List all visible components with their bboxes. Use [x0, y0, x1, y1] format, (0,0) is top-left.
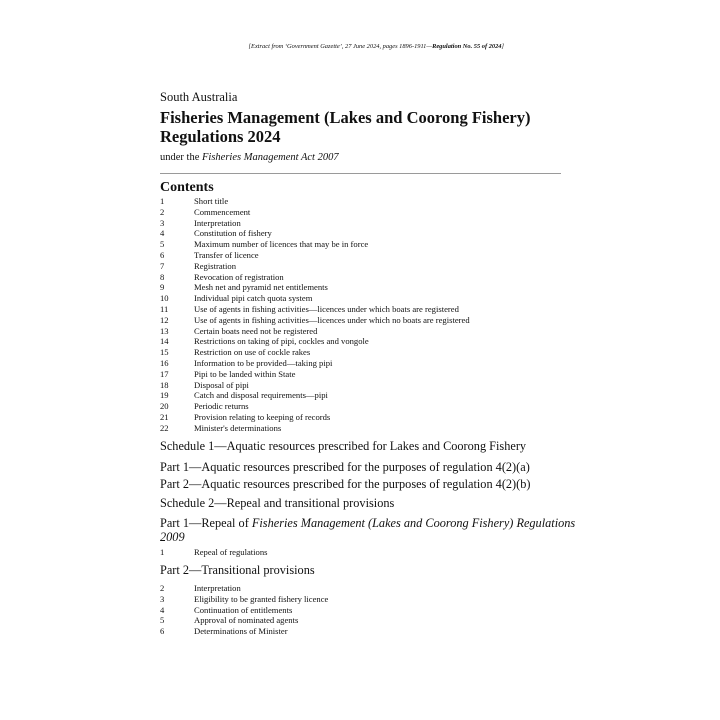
jurisdiction: South Australia: [160, 90, 238, 104]
contents-item-number: 1: [160, 196, 165, 206]
contents-item[interactable]: [160, 250, 470, 261]
contents-item-title: Constitution of fishery: [194, 228, 272, 239]
contents-item[interactable]: [160, 326, 470, 337]
contents-item[interactable]: [160, 196, 470, 207]
schedule-1-heading[interactable]: Schedule 1—Aquatic resources prescribed for Lakes and Coorong Fishery: [160, 439, 527, 453]
contents-item[interactable]: [160, 423, 470, 434]
contents-item-number: 2: [160, 206, 165, 217]
contents-item[interactable]: [160, 347, 470, 358]
contents-item[interactable]: [160, 239, 470, 250]
contents-item[interactable]: [160, 583, 328, 594]
contents-item-title: Use of agents in fishing activities—licences under which no boats are registered: [194, 314, 470, 325]
contents-item-title: Registration: [194, 260, 237, 271]
contents-item-number: 14: [160, 336, 169, 347]
contents-item-title: Maximum number of licences that may be in force: [194, 239, 369, 250]
contents-item[interactable]: [160, 272, 470, 283]
contents-item-title: Pipi to be landed within State: [194, 368, 296, 379]
schedule-2-part-1-list: [160, 547, 268, 558]
contents-item-number: 9: [160, 282, 165, 293]
contents-item[interactable]: [160, 282, 470, 293]
enabling-act-line: [160, 152, 339, 163]
contents-item-title: Approval of nominated agents: [194, 615, 299, 626]
contents-item[interactable]: [160, 218, 470, 229]
contents-item[interactable]: [160, 358, 470, 369]
under-prefix: under the: [160, 152, 202, 163]
contents-item[interactable]: [160, 336, 470, 347]
contents-item-number: 16: [160, 357, 169, 368]
contents-item-number: 18: [160, 379, 169, 390]
contents-heading: Contents: [160, 180, 214, 195]
schedule-2-part-1-prefix: Part 1—Repeal of: [160, 516, 252, 530]
contents-item-title: Mesh net and pyramid net entitlements: [194, 282, 328, 293]
contents-item-title: Minister's determinations: [194, 422, 282, 433]
contents-item-number: 7: [160, 260, 165, 271]
contents-item-number: 22: [160, 422, 169, 433]
contents-item[interactable]: [160, 605, 328, 616]
contents-item-title: Certain boats need not be registered: [194, 325, 318, 336]
contents-item[interactable]: [160, 626, 328, 637]
contents-item[interactable]: [160, 412, 470, 423]
regulation-title: Fisheries Management (Lakes and Coorong Fishery) Regulations 2024: [160, 108, 531, 146]
contents-item-title: Commencement: [194, 206, 251, 217]
contents-item-number: 15: [160, 347, 169, 358]
contents-item-title: Restriction on use of cockle rakes: [194, 347, 311, 358]
contents-item-number: 21: [160, 411, 169, 422]
repealed-regulations-title: Fisheries Management (Lakes and Coorong Fishery) Regulations 2009: [160, 516, 576, 544]
contents-item-title: Information to be provided—taking pipi: [194, 357, 333, 368]
contents-item[interactable]: [160, 293, 470, 304]
contents-item[interactable]: [160, 207, 470, 218]
contents-item[interactable]: [160, 401, 470, 412]
extract-suffix: ]: [501, 43, 504, 50]
contents-item-number: 4: [160, 604, 165, 615]
contents-item[interactable]: [160, 228, 470, 239]
contents-item-title: Eligibility to be granted fishery licence: [194, 593, 329, 604]
contents-item-title: Interpretation: [194, 583, 241, 593]
contents-item-title: Disposal of pipi: [194, 379, 249, 390]
contents-item-title: Individual pipi catch quota system: [194, 293, 313, 304]
contents-item-title: Revocation of registration: [194, 271, 284, 282]
contents-item-number: 8: [160, 271, 165, 282]
contents-item[interactable]: [160, 261, 470, 272]
contents-item-number: 5: [160, 615, 165, 626]
contents-item-title: Transfer of licence: [194, 249, 259, 260]
contents-item-number: 10: [160, 293, 169, 304]
contents-item-number: 17: [160, 368, 169, 379]
schedule-2-part-2-list: [160, 583, 328, 637]
contents-item-number: 11: [160, 303, 169, 314]
contents-item[interactable]: [160, 380, 470, 391]
contents-item[interactable]: [160, 547, 268, 558]
contents-item-number: 12: [160, 314, 169, 325]
contents-item-title: Restrictions on taking of pipi, cockles and vongole: [194, 336, 369, 347]
contents-list: [160, 196, 470, 434]
contents-item-title: Short title: [194, 196, 229, 206]
schedule-1-part-2-heading[interactable]: Part 2—Aquatic resources prescribed for the purposes of regulation 4(2)(b): [160, 477, 531, 491]
contents-item-number: 4: [160, 228, 165, 239]
contents-item-title: Interpretation: [194, 217, 241, 228]
contents-item-number: 1: [160, 547, 165, 557]
contents-item-number: 2: [160, 583, 165, 593]
gazette-extract-line: [160, 43, 504, 50]
contents-item[interactable]: [160, 369, 470, 380]
contents-item-title: Continuation of entitlements: [194, 604, 293, 615]
contents-item[interactable]: [160, 390, 470, 401]
contents-item-title: Periodic returns: [194, 401, 249, 412]
contents-item-number: 13: [160, 325, 169, 336]
schedule-2-heading[interactable]: Schedule 2—Repeal and transitional provisions: [160, 496, 395, 510]
contents-item-number: 20: [160, 401, 169, 412]
contents-item[interactable]: [160, 315, 470, 326]
extract-prefix: [Extract from ‘Government Gazette’, 27 June 2024, pages 1896-1911—: [248, 43, 433, 50]
contents-item[interactable]: [160, 304, 470, 315]
enabling-act: Fisheries Management Act 2007: [202, 152, 339, 163]
contents-item-number: 3: [160, 217, 165, 228]
section-divider: [160, 173, 561, 174]
regulation-number: Regulation No. 55 of 2024: [432, 43, 502, 50]
contents-item[interactable]: [160, 594, 328, 605]
contents-item-number: 3: [160, 593, 165, 604]
contents-item-title: Repeal of regulations: [194, 547, 268, 557]
contents-item-number: 6: [160, 626, 165, 637]
schedule-2-part-2-heading[interactable]: Part 2—Transitional provisions: [160, 563, 315, 577]
contents-item-number: 6: [160, 249, 165, 260]
contents-item-title: Catch and disposal requirements—pipi: [194, 390, 328, 401]
contents-item[interactable]: [160, 615, 328, 626]
schedule-1-part-1-heading[interactable]: Part 1—Aquatic resources prescribed for the purposes of regulation 4(2)(a): [160, 460, 530, 474]
contents-item-number: 19: [160, 390, 169, 401]
contents-item-number: 5: [160, 239, 165, 250]
schedule-2-part-1-heading[interactable]: [160, 516, 580, 544]
contents-item-title: Determinations of Minister: [194, 626, 288, 637]
contents-item-title: Provision relating to keeping of records: [194, 411, 331, 422]
contents-item-title: Use of agents in fishing activities—licences under which boats are registered: [194, 303, 459, 314]
